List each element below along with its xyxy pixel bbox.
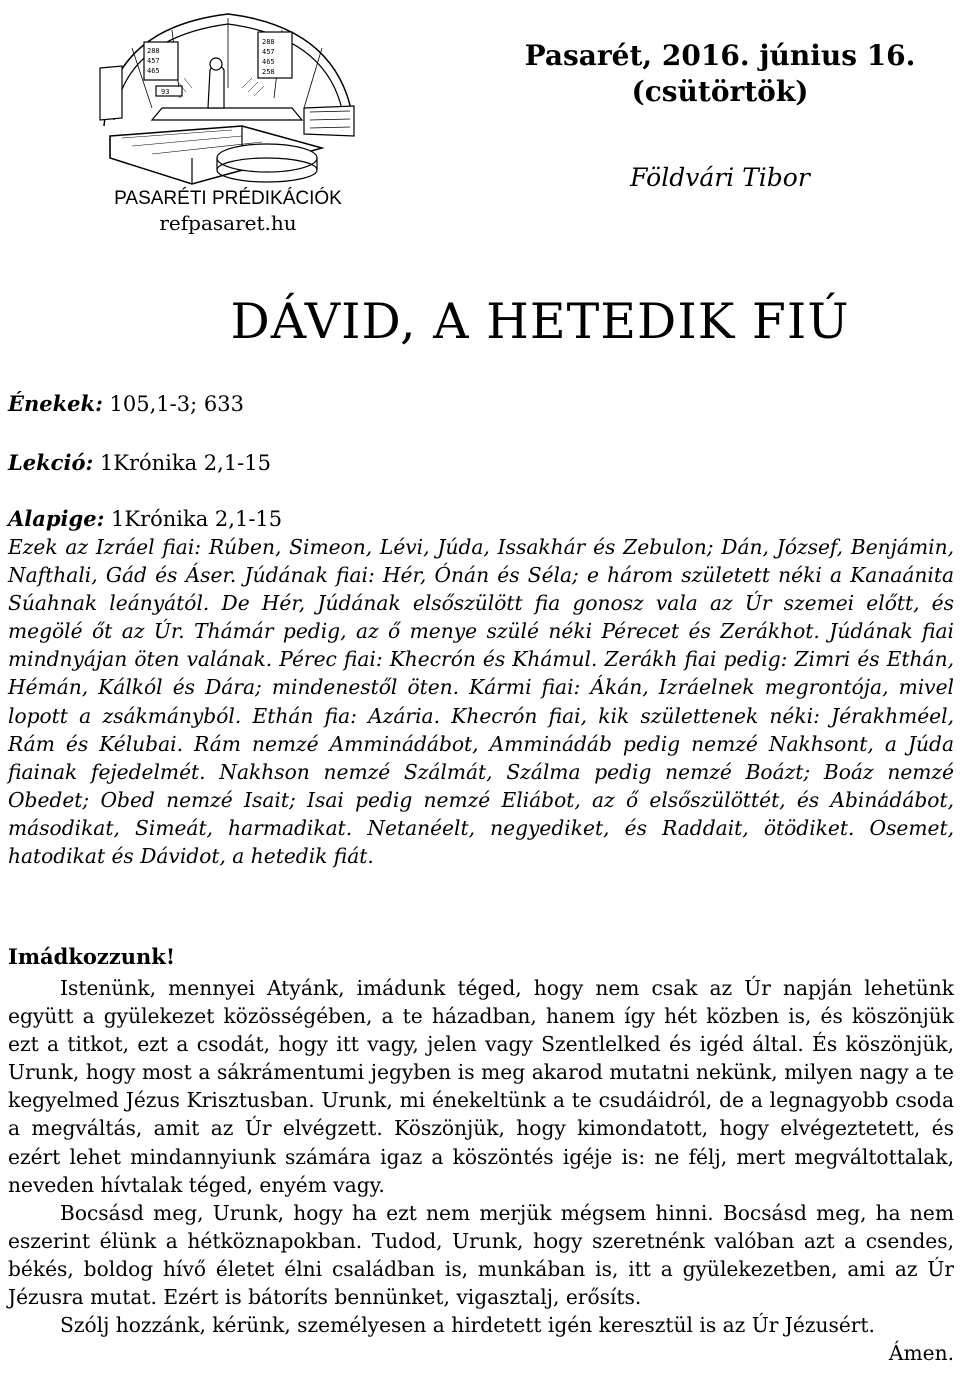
lesson-value: 1Krónika 2,1-15	[99, 451, 271, 475]
author: Földvári Tibor	[630, 163, 810, 192]
hymn-board-number: 258	[262, 68, 275, 76]
basis-line	[8, 505, 282, 533]
hymn-board-number: 465	[262, 58, 275, 66]
hymn-board-number: 288	[147, 47, 160, 55]
basis-label: Alapige:	[8, 506, 105, 531]
hymns-line	[8, 390, 244, 418]
hymn-board-number: 288	[262, 38, 275, 46]
church-pulpit-illustration	[92, 8, 364, 186]
weekday-line: (csütörtök)	[631, 75, 809, 108]
hymn-board-number: 457	[147, 57, 160, 65]
lesson-line	[8, 449, 271, 477]
brand-name: PASARÉTI PRÉDIKÁCIÓK	[114, 188, 342, 209]
prayer-heading: Imádkozzunk!	[8, 944, 176, 969]
hymn-board-number: 465	[147, 67, 160, 75]
brand	[92, 187, 364, 235]
prayer-paragraph: Szólj hozzánk, kérünk, személyesen a hirdetett igén keresztül is az Úr Jézusért.	[60, 1313, 875, 1338]
hymn-board-number: 457	[262, 48, 275, 56]
header	[0, 0, 960, 240]
sermon-title: DÁVID, A HETEDIK FIÚ	[230, 293, 850, 350]
hymns-value: 105,1-3; 633	[109, 392, 244, 416]
prayer-text	[8, 974, 954, 1367]
lesson-label: Lekció:	[8, 450, 94, 475]
prayer-paragraph: Istenünk, mennyei Atyánk, imádunk téged, hogy nem csak az Úr napján lehetünk együtt a gyülekezet közösségében, a te házadban, hanem így hét közben is, és köszönjük ezt a titkot, ezt a csodát, hogy itt vagy, jelen vagy Szentlelked és igéd által. És köszönjük, Urunk, hogy most a sákrámentumi jegyben is meg akarod mutatni nekünk, milyen nagy a te kegyelmed Jézus Krisztusban. Urunk, mi énekeltünk a te csudáidról, de a legnagyobb csoda a megváltás, amit az Úr elvégzett. Köszönjük, hogy kimondatott, hogy elvégeztetett, és ezért lehet mindannyiunk számára igaz a köszöntés igéje is: ne félj, mert megváltottalak, neveden hívtalak téged, enyém vagy.	[8, 976, 954, 1197]
amen: Ámen.	[888, 1341, 954, 1366]
date-line: Pasarét, 2016. június 16.	[524, 39, 916, 72]
hymn-board-number: 93	[161, 88, 170, 96]
date-block	[520, 38, 920, 110]
scripture-reading: Ezek az Izráel fiai: Rúben, Simeon, Lévi, Júda, Issakhár és Zebulon; Dán, József, Benjámin, Nafthali, Gád és Áser. Júdának fiai: Hér, Ónán és Séla; e három született néki a Kanaánita Súahnak leányától. De Hér, Júdának elsőszülött fia gonosz vala az Úr szemei előtt, és megölé őt az Úr. Thámár pedig, az ő menye szülé néki Pérecet és Zerákhot. Júdának fiai mindnyájan öten valának. Pérec fiai: Khecrón és Khámul. Zerákh fiai pedig: Zimri és Ethán, Hémán, Kálkól és Dára; mindenestől öten. Kármi fiai: Ákán, Izráelnek megrontója, mivel lopott a zsákmányból. Ethán fia: Azária. Khecrón fiai, kik születtenek néki: Jérakhméel, Rám és Kélubai. Rám nemzé Amminádábot, Amminádáb pedig nemzé Nakhsont, a Júda fiainak fejedelmét. Nakhson nemzé Szálmát, Szálma pedig nemzé Boázt; Boáz nemzé Obedet; Obed nemzé Isait; Isai pedig nemzé Eliábot, az ő elsőszülöttét, és Abinádábot, másodikat, Simeát, harmadikat. Netanéelt, negyediket, és Raddait, ötödiket. Osemet, hatodikat és Dávidot, a hetedik fiát.	[8, 535, 954, 869]
hymns-label: Énekek:	[8, 391, 103, 416]
prayer-paragraph: Bocsásd meg, Urunk, hogy ha ezt nem merjük mégsem hinni. Bocsásd meg, ha nem eszerint élünk a hétköznapokban. Tudod, Urunk, hogy szeretnénk valóban azt a csendes, békés, boldog hívő életet élni családban is, munkában is, itt a gyülekezetben, ami az Úr Jézusra mutat. Ezért is bátoríts bennünket, vigasztalj, erősíts.	[8, 1200, 954, 1310]
basis-value: 1Krónika 2,1-15	[111, 507, 283, 531]
brand-url[interactable]: refpasaret.hu	[159, 211, 297, 235]
